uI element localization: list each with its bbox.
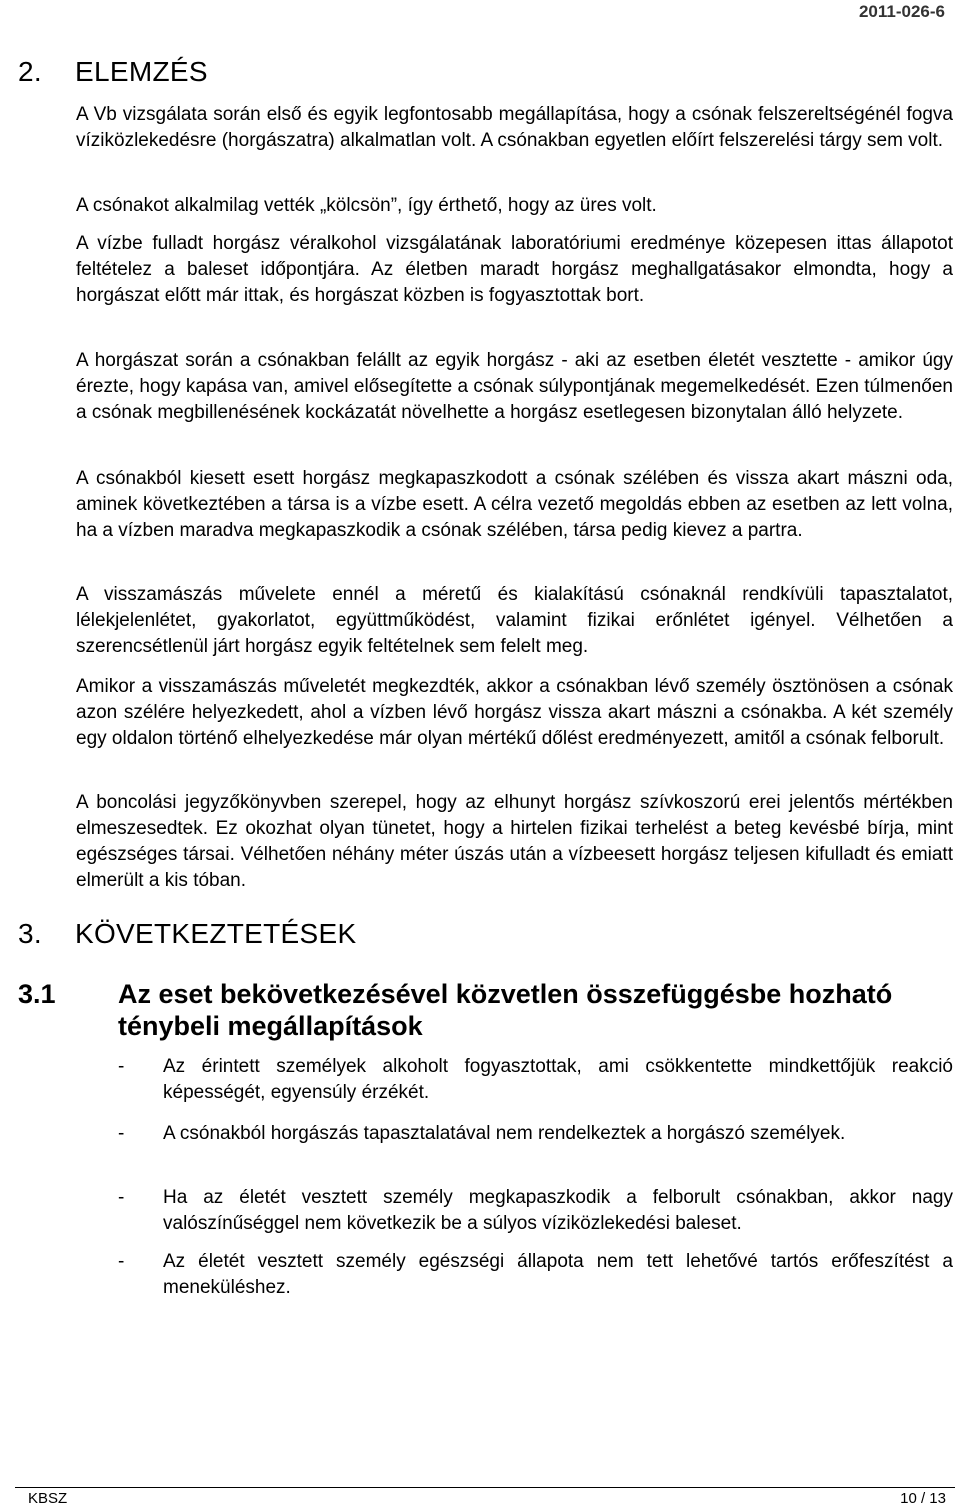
findings-list-4 [118, 1249, 953, 1301]
list-item [118, 1054, 953, 1106]
paragraph-6 [76, 582, 953, 660]
bullet-dash: - [118, 1251, 125, 1272]
paragraph-4-text: A horgászat során a csónakban felállt az egyik horgász - aki az esetben életét vesztette - amikor úgy érezte, hogy kapása van, amivel elősegítette a csónak súlypontjának megemelkedését. Ezen túlmenően a csónak megbillenésének kockázatát növelhette a horgász esetlegesen bizonytalan álló helyzete. [76, 350, 953, 423]
section-3-title: KÖVETKEZTETÉSEK [75, 918, 357, 949]
findings-list [118, 1054, 953, 1106]
bullet-dash: - [118, 1187, 125, 1208]
bullet-dash: - [118, 1123, 125, 1144]
list-item [118, 1121, 953, 1147]
findings-list-3 [118, 1185, 953, 1237]
paragraph-8-text: A boncolási jegyzőkönyvben szerepel, hogy az elhunyt horgász szívkoszorú erei jelentős mértékben elmeszesedtek. Ez okozhat olyan tünetet, hogy a hirtelen fizikai terhelést a beteg kevésbé bírja, mint egészséges társai. Vélhetően néhány méter úszás után a vízbeesett horgász teljesen kifulladt és emiatt elmerült a kis tóban. [76, 792, 953, 891]
paragraph-1 [76, 102, 953, 154]
paragraph-2 [76, 193, 953, 219]
bullet-dash: - [118, 1056, 125, 1077]
document-id: 2011-026-6 [858, 2, 945, 21]
footer-org: KBSZ [28, 1490, 68, 1507]
paragraph-5 [76, 466, 953, 544]
section-2-title: ELEMZÉS [75, 56, 208, 87]
section-3-1-heading [18, 978, 953, 1042]
findings-list-2 [118, 1121, 953, 1147]
paragraph-1-text: A Vb vizsgálata során első és egyik legfontosabb megállapítása, hogy a csónak felszereltségénél fogva víziközlekedésre (horgászatra) alkalmatlan volt. A csónakban egyetlen előírt felszerelési tárgy sem volt. [76, 104, 953, 151]
paragraph-6-text: A visszamászás művelete ennél a méretű és kialakítású csónaknál rendkívüli tapasztalatot, lélekjelenlétet, gyakorlatot, együttműködést, valamint fizikai erőnlétet igényel. Vélhetően a szerencsétlenül járt horgász egyik feltételnek sem felelt meg. [76, 584, 953, 657]
section-2-number: 2. [18, 56, 42, 87]
paragraph-8 [76, 790, 953, 894]
section-3-heading [18, 918, 356, 950]
section-3-number: 3. [18, 918, 42, 949]
list-item-text: A csónakból horgászás tapasztalatával nem rendelkeztek a horgászó személyek. [163, 1123, 846, 1144]
paragraph-2-text: A csónakot alkalmilag vették „kölcsön”, így érthető, hogy az üres volt. [76, 195, 657, 216]
section-3-1-title: Az eset bekövetkezésével közvetlen összefüggésbe hozható ténybeli megállapítások [118, 979, 893, 1041]
list-item [118, 1249, 953, 1301]
footer-page-number: 10 / 13 [900, 1490, 946, 1507]
list-item-text: Ha az életét vesztett személy megkapaszkodik a felborult csónakban, akkor nagy valószínűséggel nem következik be a súlyos víziközlekedési baleset. [163, 1187, 953, 1234]
list-item-text: Az életét vesztett személy egészségi állapota nem tett lehetővé tartós erőfeszítést a meneküléshez. [163, 1251, 953, 1298]
paragraph-5-text: A csónakból kiesett esett horgász megkapaszkodott a csónak szélében és vissza akart mászni oda, aminek következtében a társa is a vízbe esett. A célra vezető megoldás ebben az esetben az lett volna, ha a vízben maradva megkapaszkodik a csónak szélében, társa pedig kievez a partra. [76, 468, 953, 541]
list-item-text: Az érintett személyek alkoholt fogyasztottak, ami csökkentette mindkettőjük reakció képességét, egyensúly érzékét. [163, 1056, 953, 1103]
list-item [118, 1185, 953, 1237]
section-3-1-number: 3.1 [18, 979, 56, 1009]
paragraph-4 [76, 348, 953, 426]
paragraph-3 [76, 231, 953, 309]
paragraph-7-text: Amikor a visszamászás műveletét megkezdték, akkor a csónakban lévő személy ösztönösen a csónak azon szélére helyezkedett, ahol a vízben lévő horgász vissza akart mászni a csónakba. A két személy egy oldalon történő elhelyezkedése már olyan mértékű dőlést eredményezett, amitől a csónak felborult. [76, 676, 953, 749]
footer-divider [15, 1487, 955, 1488]
paragraph-3-text: A vízbe fulladt horgász véralkohol vizsgálatának laboratóriumi eredménye közepesen ittas állapotot feltételez a baleset időpontjára. Az életben maradt horgász meghallgatásakor elmondta, hogy a horgászat előtt már ittak, és horgászat közben is fogyasztottak bort. [76, 233, 953, 306]
paragraph-7 [76, 674, 953, 752]
section-2-heading [18, 56, 208, 88]
